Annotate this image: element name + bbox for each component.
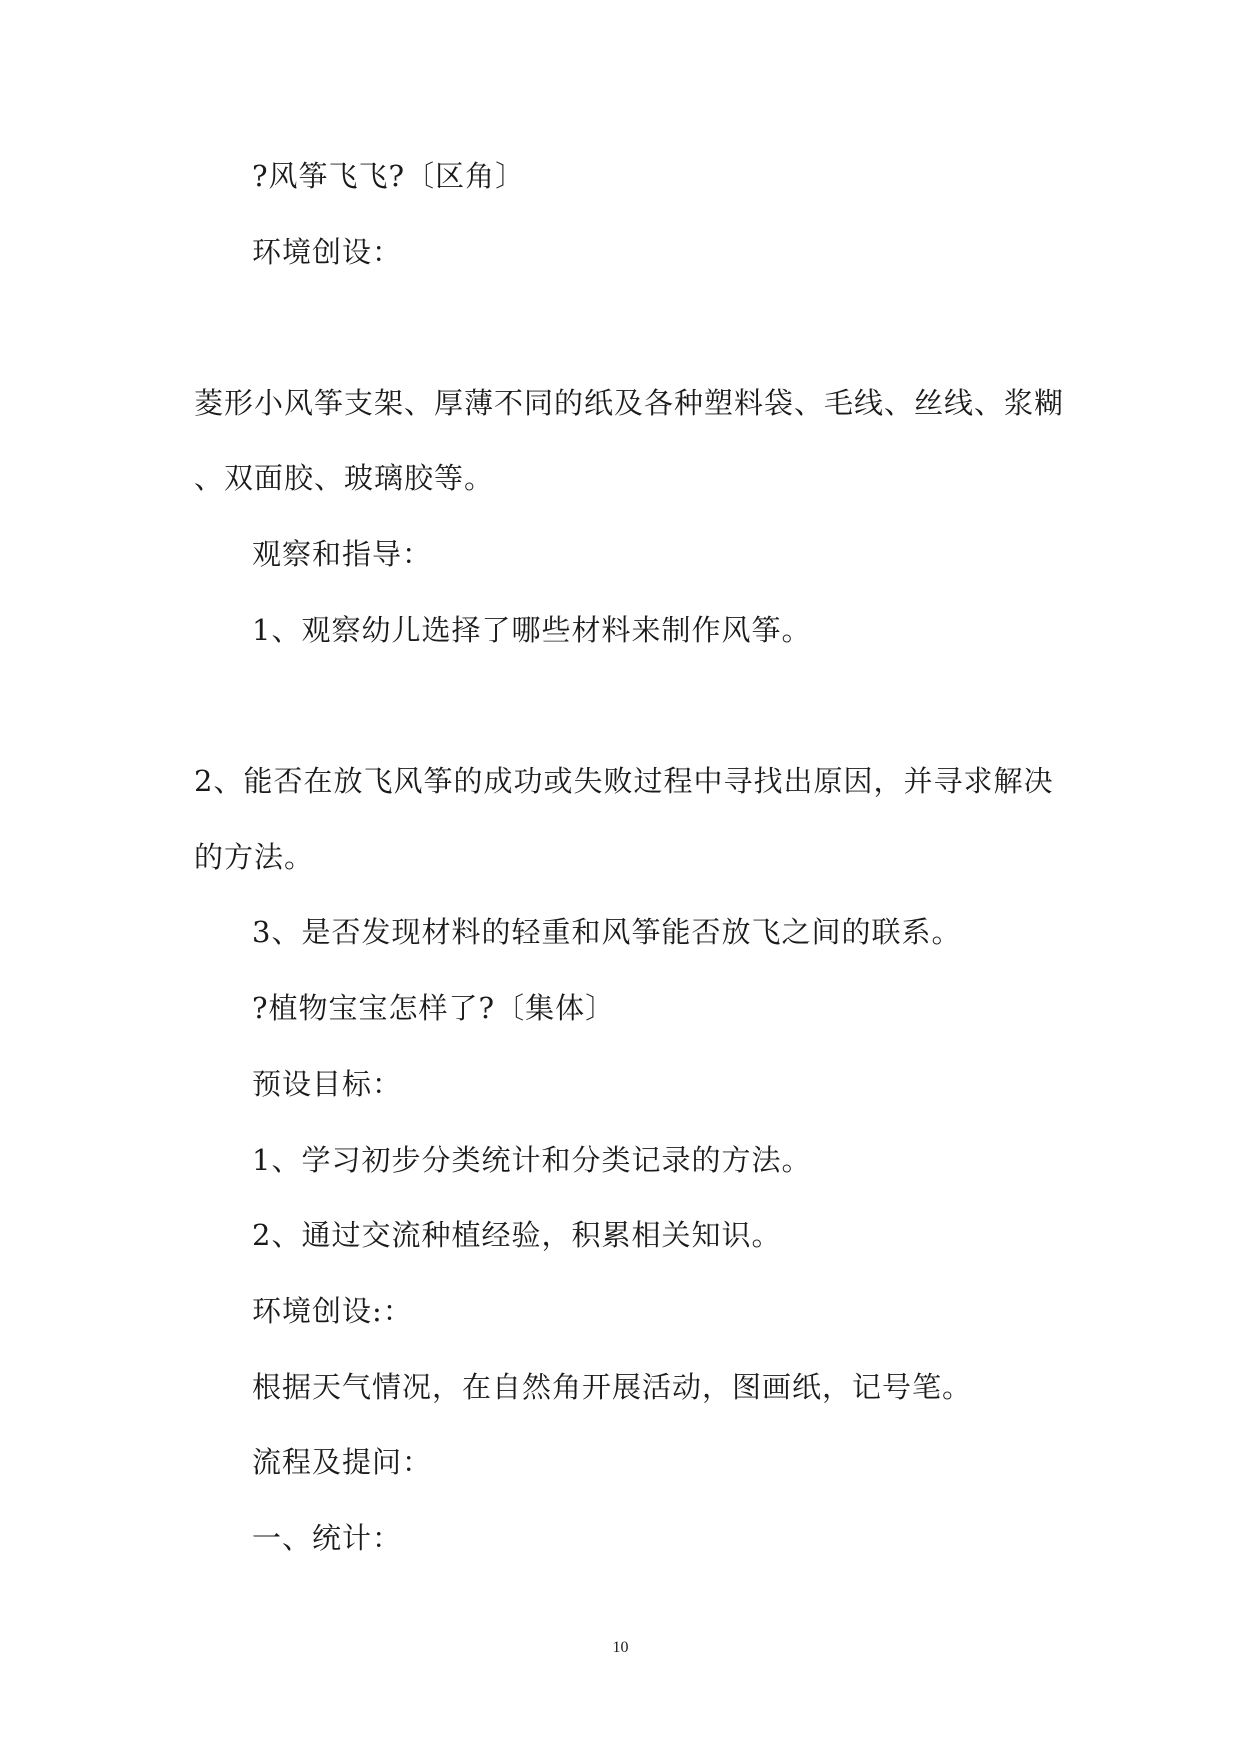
paragraph-materials-line-1: 菱形小风筝支架、厚薄不同的纸及各种塑料袋、毛线、丝线、浆糊 bbox=[194, 386, 1065, 420]
section-heading-plants: ?植物宝宝怎样了?〔集体〕 bbox=[252, 991, 616, 1025]
list-item-observation-3: 3、是否发现材料的轻重和风筝能否放飞之间的联系。 bbox=[252, 915, 962, 949]
section-heading-kite: ?风筝飞飞?〔区角〕 bbox=[252, 159, 526, 193]
list-item-goal-1: 1、学习初步分类统计和分类记录的方法。 bbox=[252, 1143, 812, 1177]
paragraph-materials-line-2: 、双面胶、玻璃胶等。 bbox=[194, 461, 495, 495]
paragraph-environment-detail: 根据天气情况，在自然角开展活动，图画纸，记号笔。 bbox=[252, 1370, 973, 1404]
subheading-environment-2: 环境创设:： bbox=[252, 1294, 413, 1328]
subheading-process: 流程及提问： bbox=[252, 1445, 433, 1479]
list-item-observation-2-line-2: 的方法。 bbox=[194, 840, 315, 874]
subheading-environment: 环境创设： bbox=[252, 235, 403, 269]
list-item-goal-2: 2、通过交流种植经验，积累相关知识。 bbox=[252, 1218, 782, 1252]
subheading-observation: 观察和指导： bbox=[252, 537, 433, 571]
subheading-goals: 预设目标： bbox=[252, 1067, 403, 1101]
step-statistics: 一、统计： bbox=[252, 1521, 403, 1555]
list-item-observation-1: 1、观察幼儿选择了哪些材料来制作风筝。 bbox=[252, 613, 812, 647]
page-number: 10 bbox=[612, 1639, 629, 1656]
list-item-observation-2-line-1: 2、能否在放飞风筝的成功或失败过程中寻找出原因，并寻求解决 bbox=[194, 764, 1054, 798]
